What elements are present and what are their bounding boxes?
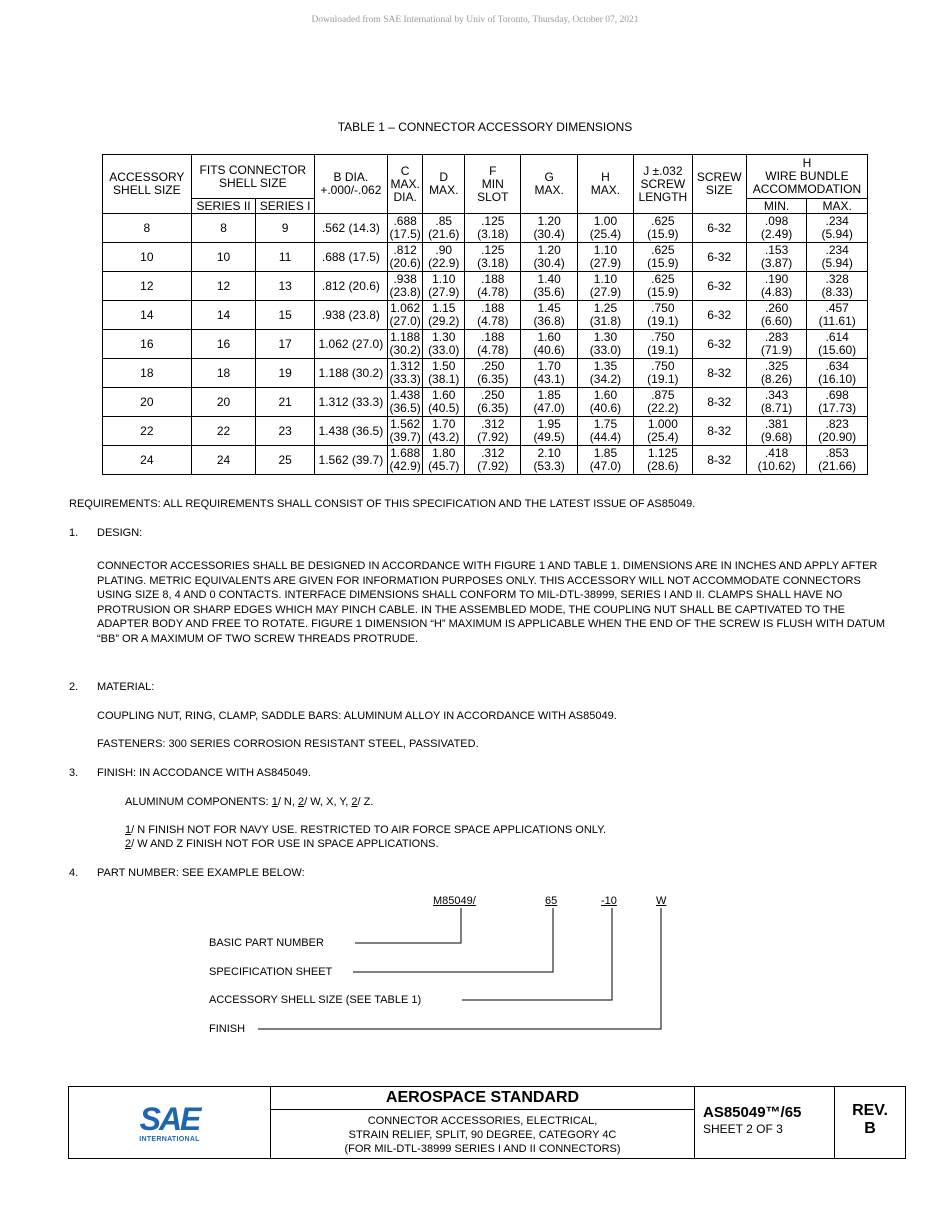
cell-size: 22 (103, 417, 192, 446)
cell-s1: 15 (256, 301, 314, 330)
standard-heading: AEROSPACE STANDARD (271, 1087, 694, 1110)
cell-g: 1.40 (35.6) (521, 272, 577, 301)
cell-b: 1.188 (30.2) (314, 359, 387, 388)
leader-size (462, 908, 612, 1000)
cell-j: 1.000 (25.4) (634, 417, 692, 446)
cell-s2: 18 (191, 359, 256, 388)
cell-s1: 17 (256, 330, 314, 359)
cell-j: .750 (19.1) (634, 330, 692, 359)
cell-j: .875 (22.2) (634, 388, 692, 417)
cell-screw: 6-32 (692, 301, 746, 330)
cell-g: 2.10 (53.3) (521, 446, 577, 475)
cell-f: .250 (6.35) (465, 359, 521, 388)
col-header-b-dia: B DIA. +.000/-.062 (314, 155, 387, 214)
pn-label-finish: FINISH (209, 1023, 246, 1035)
cell-min: .190 (4.83) (746, 272, 807, 301)
section-3-heading: FINISH: IN ACCODANCE WITH AS845049. (97, 767, 311, 779)
section-1-heading: DESIGN: (97, 527, 143, 539)
cell-s1: 23 (256, 417, 314, 446)
table-title: TABLE 1 – CONNECTOR ACCESSORY DIMENSIONS (337, 120, 633, 134)
cell-min: .153 (3.87) (746, 243, 807, 272)
col-header-fits-connector: FITS CONNECTOR SHELL SIZE (191, 155, 314, 199)
cell-f: .188 (4.78) (465, 272, 521, 301)
cell-max: .328 (8.33) (807, 272, 868, 301)
cell-d: .90 (22.9) (423, 243, 465, 272)
requirements-text: REQUIREMENTS: ALL REQUIREMENTS SHALL CONSIST OF THIS SPECIFICATION AND THE LATEST ISSUE OF AS85049. (69, 498, 696, 510)
cell-c: 1.062 (27.0) (387, 301, 422, 330)
cell-s2: 20 (191, 388, 256, 417)
pn-label-basic: BASIC PART NUMBER (209, 937, 324, 949)
design-paragraph: CONNECTOR ACCESSORIES SHALL BE DESIGNED IN ACCORDANCE WITH FIGURE 1 AND TABLE 1. DIMENSIONS ARE IN INCHES AND APPLY AFTER PLATING. METRIC EQUIVALENTS ARE GIVEN FOR INFORMATION PURPOSES ONLY. THIS ACCESSORY WILL NOT ACCOMMODATE CONNECTORS USING SIZE 8, 4 AND 0 CONTACTS. INTERFACE DIMENSIONS SHALL CONFORM TO MIL-DTL-38999, SERIES I AND II. CLAMPS SHALL HAVE NO PROTRUSION OR SHARP EDGES WHICH MAY PINCH CABLE. IN THE ASSEMBLED MODE, THE COUPLING NUT SHALL BE CAPTIVATED TO THE ADAPTER BODY AND FREE TO ROTATE. FIGURE 1 DIMENSION “H” MAXIMUM IS APPLICABLE WHEN THE END OF THE SCREW IS FLUSH WITH DATUM “BB” OR A MAXIMUM OF TWO SCREW THREADS PROTRUDE. (97, 560, 886, 645)
cell-g: 1.45 (36.8) (521, 301, 577, 330)
section-3-number: 3. (69, 767, 79, 779)
cell-s1: 25 (256, 446, 314, 475)
col-header-series-i: SERIES I (256, 199, 314, 214)
sae-logo-subtitle: INTERNATIONAL (139, 1135, 200, 1143)
pn-code-finish: W (656, 895, 667, 907)
cell-s2: 16 (191, 330, 256, 359)
cell-f: .312 (7.92) (465, 417, 521, 446)
cell-s2: 14 (191, 301, 256, 330)
cell-screw: 8-32 (692, 446, 746, 475)
cell-s2: 10 (191, 243, 256, 272)
cell-size: 10 (103, 243, 192, 272)
cell-c: 1.438 (36.5) (387, 388, 422, 417)
cell-h: 1.85 (47.0) (577, 446, 633, 475)
pn-code-size: -10 (601, 895, 617, 907)
cell-c: 1.188 (30.2) (387, 330, 422, 359)
revision-cell (835, 1087, 905, 1158)
cell-c: 1.312 (33.3) (387, 359, 422, 388)
cell-f: .312 (7.92) (465, 446, 521, 475)
col-header-shell-size: ACCESSORY SHELL SIZE (103, 155, 192, 214)
document-number: AS85049™/65 (703, 1104, 802, 1121)
cell-h: 1.30 (33.0) (577, 330, 633, 359)
cell-h: 1.10 (27.9) (577, 272, 633, 301)
cell-h: 1.75 (44.4) (577, 417, 633, 446)
finish-note-2: 2/ W AND Z FINISH NOT FOR USE IN SPACE APPLICATIONS. (125, 838, 439, 850)
cell-c: .688 (17.5) (387, 214, 422, 243)
finish-note-1: 1/ N FINISH NOT FOR NAVY USE. RESTRICTED TO AIR FORCE SPACE APPLICATIONS ONLY. (125, 824, 607, 836)
cell-d: 1.15 (29.2) (423, 301, 465, 330)
aluminum-components-line: ALUMINUM COMPONENTS: 1/ N, 2/ W, X, Y, 2/ Z. (125, 796, 374, 808)
material-line-1: COUPLING NUT, RING, CLAMP, SADDLE BARS: ALUMINUM ALLOY IN ACCORDANCE WITH AS85049. (97, 710, 617, 722)
col-header-c: C MAX. DIA. (387, 155, 422, 214)
cell-d: .85 (21.6) (423, 214, 465, 243)
pn-label-sheet: SPECIFICATION SHEET (209, 966, 333, 978)
standard-description: CONNECTOR ACCESSORIES, ELECTRICAL, STRAIN RELIEF, SPLIT, 90 DEGREE, CATEGORY 4C (FOR MIL-DTL-38999 SERIES I AND II CONNECTORS) (344, 1115, 621, 1155)
cell-max: .234 (5.94) (807, 214, 868, 243)
cell-min: .098 (2.49) (746, 214, 807, 243)
cell-min: .381 (9.68) (746, 417, 807, 446)
cell-d: 1.70 (43.2) (423, 417, 465, 446)
section-4-number: 4. (69, 867, 79, 879)
cell-j: .750 (19.1) (634, 301, 692, 330)
cell-c: .938 (23.8) (387, 272, 422, 301)
section-2-heading: MATERIAL: (97, 681, 155, 693)
download-watermark: Downloaded from SAE International by Univ of Toronto, Thursday, October 07, 2021 (311, 15, 639, 25)
cell-s1: 9 (256, 214, 314, 243)
leader-basic (355, 908, 461, 943)
cell-g: 1.95 (49.5) (521, 417, 577, 446)
cell-max: .634 (16.10) (807, 359, 868, 388)
cell-s2: 8 (191, 214, 256, 243)
col-header-h: H MAX. (577, 155, 633, 214)
cell-b: 1.062 (27.0) (314, 330, 387, 359)
cell-f: .125 (3.18) (465, 214, 521, 243)
cell-g: 1.60 (40.6) (521, 330, 577, 359)
cell-screw: 6-32 (692, 214, 746, 243)
cell-j: .625 (15.9) (634, 214, 692, 243)
cell-s1: 11 (256, 243, 314, 272)
cell-d: 1.30 (33.0) (423, 330, 465, 359)
cell-screw: 8-32 (692, 359, 746, 388)
revision-label: REV. (852, 1102, 888, 1119)
cell-max: .853 (21.66) (807, 446, 868, 475)
col-header-d: D MAX. (423, 155, 465, 214)
section-2-number: 2. (69, 681, 79, 693)
col-header-g: G MAX. (521, 155, 577, 214)
cell-h: 1.60 (40.6) (577, 388, 633, 417)
cell-s2: 24 (191, 446, 256, 475)
cell-s1: 13 (256, 272, 314, 301)
cell-max: .457 (11.61) (807, 301, 868, 330)
cell-screw: 6-32 (692, 243, 746, 272)
cell-s2: 12 (191, 272, 256, 301)
cell-c: 1.562 (39.7) (387, 417, 422, 446)
cell-j: .625 (15.9) (634, 272, 692, 301)
cell-b: 1.438 (36.5) (314, 417, 387, 446)
cell-f: .125 (3.18) (465, 243, 521, 272)
cell-j: .750 (19.1) (634, 359, 692, 388)
cell-min: .283 (71.9) (746, 330, 807, 359)
cell-s1: 21 (256, 388, 314, 417)
cell-b: .562 (14.3) (314, 214, 387, 243)
cell-size: 12 (103, 272, 192, 301)
standard-title-cell (271, 1087, 695, 1158)
material-line-2: FASTENERS: 300 SERIES CORROSION RESISTANT STEEL, PASSIVATED. (97, 738, 479, 750)
cell-min: .343 (8.71) (746, 388, 807, 417)
cell-max: .614 (15.60) (807, 330, 868, 359)
cell-max: .698 (17.73) (807, 388, 868, 417)
cell-d: 1.50 (38.1) (423, 359, 465, 388)
col-header-series-ii: SERIES II (191, 199, 256, 214)
cell-b: 1.562 (39.7) (314, 446, 387, 475)
cell-min: .260 (6.60) (746, 301, 807, 330)
cell-max: .823 (20.90) (807, 417, 868, 446)
cell-g: 1.20 (30.4) (521, 214, 577, 243)
section-4-heading: PART NUMBER: SEE EXAMPLE BELOW: (97, 867, 305, 879)
cell-size: 18 (103, 359, 192, 388)
cell-size: 8 (103, 214, 192, 243)
cell-h: 1.10 (27.9) (577, 243, 633, 272)
cell-min: .325 (8.26) (746, 359, 807, 388)
col-header-wire-bundle: H WIRE BUNDLE ACCOMMODATION (746, 155, 867, 199)
cell-s1: 19 (256, 359, 314, 388)
cell-b: .938 (23.8) (314, 301, 387, 330)
cell-screw: 6-32 (692, 330, 746, 359)
col-header-j: J ±.032 SCREW LENGTH (634, 155, 692, 214)
cell-f: .188 (4.78) (465, 330, 521, 359)
document-number-cell (695, 1087, 835, 1158)
cell-h: 1.25 (31.8) (577, 301, 633, 330)
cell-d: 1.10 (27.9) (423, 272, 465, 301)
cell-h: 1.00 (25.4) (577, 214, 633, 243)
cell-max: .234 (5.94) (807, 243, 868, 272)
sae-logo (69, 1087, 271, 1158)
cell-size: 16 (103, 330, 192, 359)
pn-code-sheet: 65 (545, 895, 558, 907)
title-block (68, 1086, 906, 1159)
cell-h: 1.35 (34.2) (577, 359, 633, 388)
cell-screw: 8-32 (692, 417, 746, 446)
cell-min: .418 (10.62) (746, 446, 807, 475)
col-header-max: MAX. (807, 199, 868, 214)
revision-value: B (864, 1120, 876, 1137)
cell-f: .188 (4.78) (465, 301, 521, 330)
cell-j: 1.125 (28.6) (634, 446, 692, 475)
cell-c: 1.688 (42.9) (387, 446, 422, 475)
sheet-number: SHEET 2 OF 3 (703, 1122, 783, 1136)
cell-b: 1.312 (33.3) (314, 388, 387, 417)
cell-s2: 22 (191, 417, 256, 446)
col-header-screw-size: SCREW SIZE (692, 155, 746, 214)
cell-b: .688 (17.5) (314, 243, 387, 272)
cell-d: 1.80 (45.7) (423, 446, 465, 475)
cell-size: 24 (103, 446, 192, 475)
col-header-f: F MIN SLOT (465, 155, 521, 214)
section-1-number: 1. (69, 527, 79, 539)
pn-label-size: ACCESSORY SHELL SIZE (SEE TABLE 1) (209, 994, 422, 1006)
col-header-min: MIN. (746, 199, 807, 214)
cell-size: 14 (103, 301, 192, 330)
cell-g: 1.20 (30.4) (521, 243, 577, 272)
cell-b: .812 (20.6) (314, 272, 387, 301)
leader-sheet (353, 908, 553, 972)
cell-g: 1.85 (47.0) (521, 388, 577, 417)
cell-d: 1.60 (40.5) (423, 388, 465, 417)
cell-g: 1.70 (43.1) (521, 359, 577, 388)
leader-finish (258, 908, 661, 1029)
sae-logo-mark: SAE (139, 1100, 200, 1137)
cell-screw: 6-32 (692, 272, 746, 301)
cell-j: .625 (15.9) (634, 243, 692, 272)
cell-c: .812 (20.6) (387, 243, 422, 272)
pn-code-basic: M85049/ (433, 895, 476, 907)
cell-screw: 8-32 (692, 388, 746, 417)
cell-size: 20 (103, 388, 192, 417)
cell-f: .250 (6.35) (465, 388, 521, 417)
